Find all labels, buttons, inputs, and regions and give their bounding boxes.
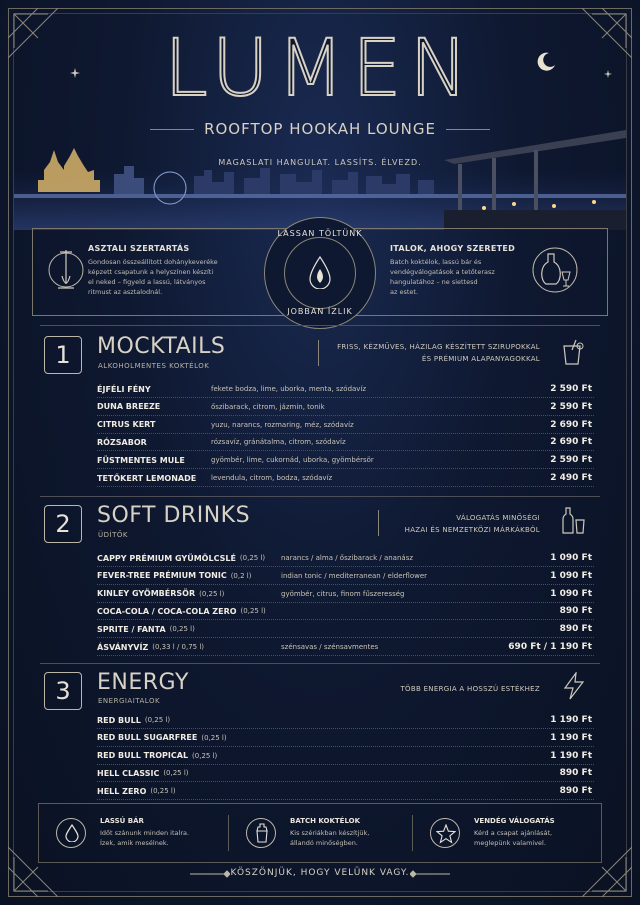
menu-item-size: (0,25 l) (144, 716, 171, 724)
menu-item-name: FÜSTMENTES MULE (97, 455, 185, 465)
feature-heading: LASSÚ BÁR (100, 817, 144, 825)
menu-item-name: KINLEY GYÖMBÉRSÖR (97, 589, 196, 599)
feature-line: meglepünk valamivel. (474, 839, 546, 847)
menu-item-name: HELL CLASSIC (97, 768, 160, 778)
section-note (380, 512, 540, 536)
menu-item-price: 2 690 Ft (550, 419, 592, 430)
menu-item-price: 1 190 Ft (550, 750, 592, 761)
menu-item-name: RED BULL SUGARFREE (97, 733, 198, 743)
menu-item-row (97, 603, 594, 620)
menu-item-price: 1 190 Ft (550, 715, 592, 725)
feature-divider (412, 815, 413, 851)
badge (264, 217, 376, 329)
info-left-line: képzett csapatunk a helyszínen készíti (88, 268, 214, 276)
section-subtitle: ALKOHOLMENTES KOKTÉLOK (98, 362, 210, 370)
badge-top-text: LASSAN TÖLTÜNK (277, 229, 363, 238)
menu-item-name: RÓZSABOR (97, 437, 147, 447)
menu-item-name: DUNA BREEZE (97, 402, 161, 412)
feature-text (100, 828, 189, 848)
menu-item-name: CAPPY PRÉMIUM GYÜMÖLCSLÉ (97, 553, 236, 563)
footer-ornament-icon (410, 868, 450, 880)
menu-item-description: rózsavíz, gránátalma, citrom, szódavíz (211, 438, 346, 447)
menu-item-size: (0,25 l) (150, 787, 176, 796)
menu-item-row (97, 417, 594, 434)
section-divider-line (378, 510, 379, 536)
menu-item-price: 890 Ft (559, 786, 592, 797)
feature-text (290, 828, 369, 848)
section-divider (40, 496, 600, 497)
menu-item-description: fekete bodza, lime, uborka, menta, szódavíz (211, 385, 367, 393)
menu-item-row (97, 639, 594, 656)
menu-item-size: (0,25 l) (199, 589, 225, 598)
info-right-line: vendégválogatások a tetőterasz (390, 268, 495, 276)
menu-item-description: narancs / alma / őszibarack / ananász (281, 554, 414, 562)
menu-item-size: (0,25 l) (192, 751, 218, 760)
section-title: MOCKTAILS (97, 334, 226, 359)
menu-item-price: 890 Ft (559, 624, 592, 635)
star-icon (436, 824, 456, 844)
hookah-icon (48, 240, 84, 300)
menu-item-price: 2 590 Ft (550, 401, 592, 412)
menu-item-row (97, 399, 594, 416)
section-number: 1 (44, 336, 82, 374)
menu-item-description: gyömbér, lime, cukornád, uborka, gyömbérsör (211, 456, 374, 465)
lightning-bolt-icon (560, 672, 588, 700)
menu-item-size: (0,25 l) (239, 554, 266, 562)
info-right-line: az estet. (390, 288, 419, 296)
brand-title: LUMEN (164, 24, 476, 114)
section-title: ENERGY (97, 670, 189, 695)
section-note-line: TÖBB ENERGIA A HOSSZÚ ESTÉKHEZ (400, 685, 540, 693)
menu-item-price: 890 Ft (559, 606, 592, 617)
menu-item-name: RED BULL (97, 715, 141, 725)
menu-item-price: 2 590 Ft (550, 455, 592, 466)
section-number: 3 (44, 672, 82, 710)
menu-item-row (97, 765, 594, 782)
section-note-line: VÁLOGATÁS MINŐSÉGI (456, 514, 540, 522)
menu-item-description: őszibarack, citrom, jázmin, tonik (211, 402, 325, 411)
section-title: SOFT DRINKS (97, 503, 251, 528)
section-note-line: HAZAI ÉS NEMZETKÖZI MÁRKÁKBÓL (404, 526, 540, 534)
menu-item-row (97, 730, 594, 747)
menu-item-row (97, 470, 594, 487)
cocktail-glass-icon (558, 338, 586, 366)
menu-item-name: SPRITE / FANTA (97, 624, 166, 634)
feature-slow-bar (56, 803, 226, 863)
menu-item-description: yuzu, narancs, rozmaring, méz, szódavíz (211, 420, 354, 429)
section-note-line: ÉS PRÉMIUM ALAPANYAGOKKAL (421, 355, 540, 363)
feature-line: Kérd a csapat ajánlását, (474, 829, 553, 837)
feature-guest-selection (430, 803, 600, 863)
menu-item-name: TETŐKERT LEMONADE (97, 473, 197, 483)
menu-item-description: szénsavas / szénsavmentes (281, 643, 379, 651)
menu-item-price: 2 690 Ft (550, 437, 592, 448)
menu-item-price: 2 590 Ft (550, 384, 592, 394)
feature-line: Kis szériákban készítjük, (290, 829, 370, 837)
section-divider (40, 325, 600, 326)
feature-line: Időt szánunk minden italra. (100, 829, 190, 837)
info-right-line: hangulatához – ne siettesd (390, 278, 478, 286)
menu-item-row (97, 568, 594, 585)
section-number: 2 (44, 505, 82, 543)
feature-text (474, 828, 552, 848)
flame-drop-icon (308, 255, 332, 289)
section-subtitle: ÜDÍTŐK (98, 531, 128, 539)
info-right-line: Batch koktélok, lassú bár és (390, 258, 482, 266)
section-note (330, 341, 540, 365)
menu-item-name: CITRUS KERT (97, 420, 156, 430)
brand-tagline: MAGASLATI HANGULAT. LASSÍTS. ÉLVEZD. (218, 158, 422, 167)
carafe-and-glass-icon (530, 240, 580, 300)
menu-item-name: HELL ZERO (97, 786, 147, 796)
menu-item-row (97, 586, 594, 603)
menu-item-size: (0,33 l / 0,75 l) (152, 643, 205, 651)
badge-bottom-text: JOBBAN ÍZLIK (287, 307, 353, 316)
info-right-heading: ITALOK, AHOGY SZERETED (390, 244, 516, 253)
feature-divider (228, 815, 229, 851)
info-right (390, 244, 530, 297)
menu-item-row (97, 748, 594, 765)
menu-item-price: 2 490 Ft (550, 473, 592, 483)
section-note (350, 683, 540, 695)
menu-item-description: levendula, citrom, bodza, szódavíz (211, 474, 333, 482)
feature-line: állandó minőségben. (290, 839, 358, 847)
menu-item-size: (0,25 l) (163, 769, 189, 778)
info-left-line: Gondosan összeállított dohánykeveréke (88, 258, 218, 266)
menu-item-size: (0,25 l) (201, 733, 227, 742)
feature-heading: VENDÉG VÁLOGATÁS (474, 817, 555, 825)
section-note-line: FRISS, KÉZMŰVES, HÁZILAG KÉSZÍTETT SZIRUPOKKAL (337, 343, 540, 351)
feature-batch-cocktails (246, 803, 406, 863)
info-left-line: ritmust az asztalodnál. (88, 288, 163, 296)
menu-item-size: (0,25 l) (240, 607, 266, 616)
brand-subtitle: ROOFTOP HOOKAH LOUNGE (204, 120, 436, 138)
menu-item-description: gyömbér, citrus, finom fűszeresség (281, 589, 405, 598)
menu-item-price: 890 Ft (559, 768, 592, 779)
menu-item-price: 1 090 Ft (550, 570, 592, 581)
menu-item-row (97, 621, 594, 638)
info-left (88, 244, 258, 297)
menu-item-row (97, 434, 594, 451)
feature-line: Ízek, amik mesélnek. (100, 839, 169, 847)
menu-item-description: indian tonic / mediterranean / elderflower (281, 571, 428, 580)
menu-item-name: FEVER-TREE PRÉMIUM TONIC (97, 571, 227, 581)
bottle-and-glass-icon (558, 506, 586, 534)
drop-icon (65, 824, 79, 842)
menu-item-row (97, 783, 594, 800)
info-left-heading: ASZTALI SZERTARTÁS (88, 244, 190, 253)
section-subtitle: ENERGIAITALOK (98, 697, 161, 705)
menu-item-price: 690 Ft / 1 190 Ft (508, 642, 592, 652)
menu-item-price: 1 090 Ft (550, 588, 592, 599)
city-skyline-illustration (14, 130, 626, 230)
menu-item-size: (0,2 l) (230, 571, 252, 580)
menu-item-price: 1 190 Ft (550, 732, 592, 743)
menu-item-name: RED BULL TROPICAL (97, 751, 189, 761)
footer-thanks: KÖSZÖNJÜK, HOGY VELÜNK VAGY. (230, 868, 410, 878)
menu-item-row (97, 550, 594, 567)
section-divider-line (318, 340, 319, 366)
info-left-line: el neked – figyeld a lassú, látványos (88, 278, 206, 286)
menu-item-row (97, 452, 594, 469)
shaker-icon (255, 823, 269, 843)
menu-item-price: 1 090 Ft (550, 553, 592, 563)
menu-item-row (97, 712, 594, 729)
menu-item-size: (0,25 l) (169, 625, 195, 634)
menu-item-name: ÁSVÁNYVÍZ (97, 642, 149, 652)
feature-heading: BATCH KOKTÉLOK (290, 817, 361, 825)
section-divider (40, 663, 600, 664)
menu-item-row (97, 381, 594, 398)
menu-item-name: COCA-COLA / COCA-COLA ZERO (97, 606, 237, 616)
menu-item-name: ÉJFÉLI FÉNY (97, 384, 151, 394)
